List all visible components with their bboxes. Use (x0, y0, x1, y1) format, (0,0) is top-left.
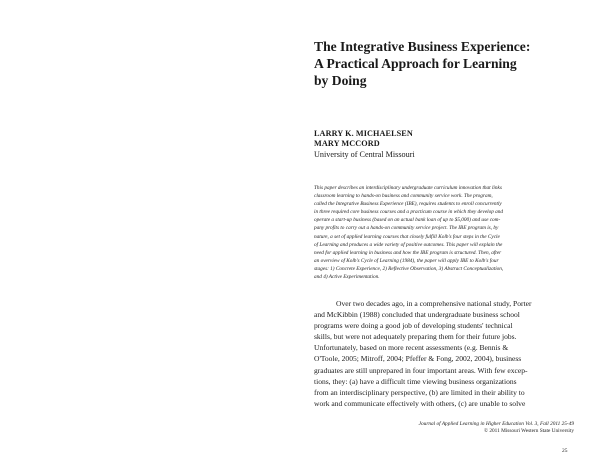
abstract-line: in three required core business courses and a practicum course in which they develop and (314, 209, 504, 216)
body-line: skills, but were not adequately preparing them for their future jobs. (314, 332, 517, 342)
abstract-line: stages: 1) Concrete Experience, 2) Reflective Observation, 3) Abstract Conceptualization, (314, 265, 504, 272)
abstract-line: nature, a set of applied learning courses that closely fulfill Kolb's four steps in the Cycle (314, 233, 500, 240)
abstract-line: and 4) Active Experimentation. (314, 274, 380, 281)
title-line: by Doing (314, 73, 367, 88)
abstract-line: need for applied learning in business and how the IBE program is structured. Then, after (314, 249, 502, 256)
body-line: graduates are still unprepared in four important areas. With few excep- (314, 365, 528, 375)
author-block (314, 129, 584, 160)
author-affiliation: University of Central Missouri (314, 149, 415, 159)
copyright-notice: © 2011 Missouri Western State University (484, 428, 574, 435)
page-number: 25 (562, 448, 568, 454)
title-line: A Practical Approach for Learning (314, 56, 517, 71)
paper-title (314, 38, 584, 89)
body-line: Unfortunately, based on more recent assessments (e.g. Bennis & (314, 343, 509, 353)
body-line: O'Toole, 2005; Mitroff, 2004; Pfeffer & Fong, 2002, 2004), business (314, 354, 522, 364)
body-line: Over two decades ago, in a comprehensive national study, Porter (336, 299, 532, 308)
abstract-line: operate a start-up business (based on an actual bank loan of up to $5,000) and use com- (314, 217, 501, 224)
abstract-line: pany profits to carry out a hands-on community service project. The IBE program is, by (314, 225, 499, 232)
author-name: LARRY K. MICHAELSEN (314, 129, 413, 138)
body-line: tions, they: (a) have a difficult time viewing business organizations (314, 376, 517, 386)
abstract-line: called the Integrative Business Experience (IBE), requires students to enroll concurrently (314, 201, 502, 208)
abstract-line: classroom learning to hands-on business and community service work. The program, (314, 193, 493, 200)
body-line: from an interdisciplinary perspective, (b) are limited in their ability to (314, 387, 525, 397)
abstract-line: an overview of Kolb's Cycle of Learning (1984), the paper will apply IBE to Kolb's four (314, 257, 499, 264)
body-line: work and communicate effectively with others, (c) are unable to solve (314, 398, 526, 408)
body-text (314, 298, 590, 409)
title-line: The Integrative Business Experience: (314, 39, 531, 54)
abstract (314, 184, 590, 281)
abstract-line: of Learning and produces a wide variety of positive outcomes. This paper will explain the (314, 241, 503, 248)
author-name: MARY MCCORD (314, 139, 380, 149)
journal-footer (314, 421, 574, 436)
body-line: and McKibbin (1988) concluded that undergraduate business school (314, 310, 520, 320)
abstract-line: This paper describes an interdisciplinary undergraduate curriculum innovation that links (314, 185, 502, 191)
body-line: programs were doing a good job of developing students' technical (314, 321, 513, 331)
journal-citation: Journal of Applied Learning in Higher Education Vol. 3, Fall 2011 25-49 (418, 421, 574, 427)
